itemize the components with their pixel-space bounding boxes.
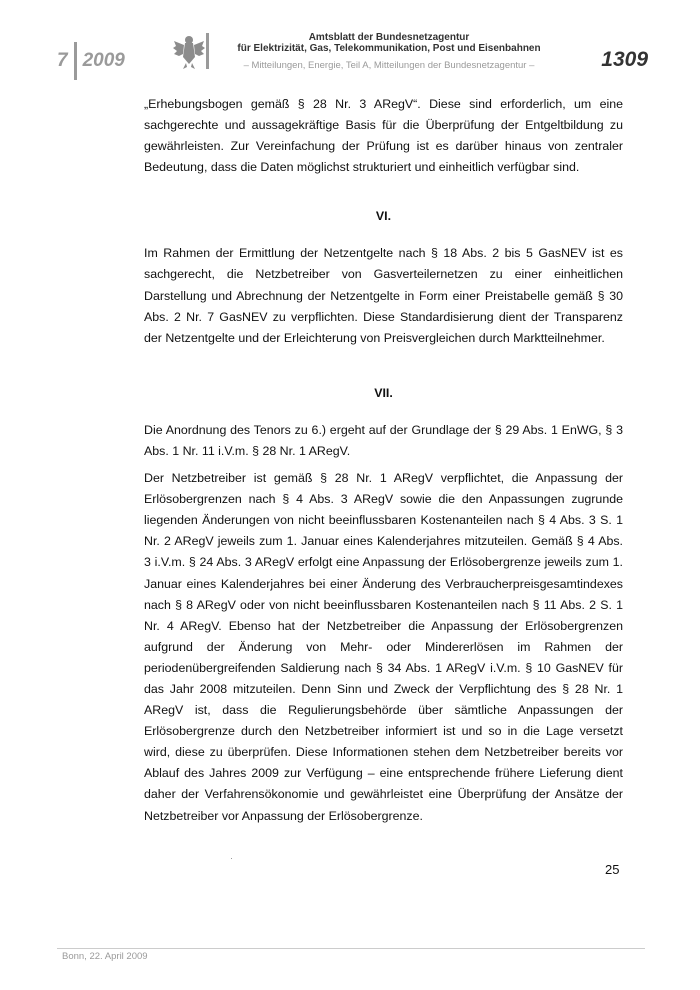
issue-label (57, 42, 125, 80)
issue-year: 2009 (82, 50, 125, 71)
paragraph-vii-1: Die Anordnung des Tenors zu 6.) ergeht auf der Grundlage der § 29 Abs. 1 EnWG, § 3 Abs. 1 Nr. 11 i.V.m. § 28 Nr. 1 ARegV. (144, 422, 623, 458)
title-line-2: für Elektrizität, Gas, Telekommunikation, Post und Eisenbahnen (237, 43, 541, 54)
paragraph-intro: „Erhebungsbogen gemäß § 28 Nr. 3 ARegV“. Diese sind erforderlich, um eine sachgerechte und aussagekräftige Basis für die Überprüfung der Entgeltbildung zu gewährleisten. Zur Vereinfachung der Prüfung ist es darüber hinaus von zentraler Bedeutung, dass die Daten möglichst strukturiert und einheitlich verfügbar sind. (144, 97, 623, 175)
document-page-number: 25 (605, 862, 620, 877)
footer-date: Bonn, 22. April 2009 (62, 951, 148, 962)
footer-divider (57, 948, 645, 949)
publication-title (214, 32, 564, 71)
scan-speck (231, 858, 232, 859)
publication-subtitle: – Mitteilungen, Energie, Teil A, Mitteilungen der Bundesnetzagentur – (243, 60, 535, 71)
paragraph-vii-2: Der Netzbetreiber ist gemäß § 28 Nr. 1 ARegV verpflichtet, die Anpassung der Erlösobergrenzen nach § 4 Abs. 3 ARegV sowie die den Anpassungen zugrunde liegenden Änderungen von nicht beeinflussbaren Kostenanteilen nach § 4 Abs. 3 S. 1 Nr. 2 ARegV jeweils zum 1. Januar eines Kalenderjahres mitzuteilen. Gemäß § 4 Abs. 3 i.V.m. § 24 Abs. 3 ARegV erfolgt eine Anpassung der Erlösobergrenze jeweils zum 1. Januar eines Kalenderjahres bei einer Änderung des Verbraucherpreisgesamtindexes nach § 8 ARegV oder von nicht beeinflussbaren Kostenanteilen nach § 11 Abs. 2 S. 1 Nr. 4 ARegV. Ebenso hat der Netzbetreiber die Anpassung der Erlösobergrenzen aufgrund der Änderung von Mehr- oder Mindererlösen im Rahmen der periodenübergreifenden Saldierung nach § 34 Abs. 1 ARegV i.V.m. § 10 GasNEV für das Jahr 2008 mitzuteilen. Denn Sinn und Zweck der Verpflichtung des § 28 Nr. 1 ARegV ist, dass die Regulierungsbehörde über sämtliche Anpassungen der Erlösobergrenze durch den Netzbetreiber informiert ist und so in die Lage versetzt wird, diese zu überprüfen. Diese Informationen stehen dem Netzbetreiber bereits vor Ablauf des Jahres 2009 zur Verfügung – eine entsprechende frühere Lieferung dient daher der Verfahrensökonomie und gewährleistet eine Überprüfung der Ansätze der Netzbetreiber vor Anpassung der Erlösobergrenze. (144, 471, 623, 823)
document-body (144, 94, 623, 827)
emblem-divider (206, 33, 209, 69)
issue-divider (74, 42, 77, 80)
section-heading-vii: VII. (374, 385, 393, 400)
paragraph-vi: Im Rahmen der Ermittlung der Netzentgelte nach § 18 Abs. 2 bis 5 GasNEV ist es sachgerecht, die Netzbetreiber von Gasverteilernetzen zu einer einheitlichen Darstellung und Abrechnung der Netzentgelte in Form einer Preistabelle gemäß § 30 Abs. 2 Nr. 7 GasNEV zu verpflichten. Diese Standardisierung dient der Transparenz der Netzentgelte und der Erleichterung von Preisvergleichen durch Marktteilnehmer. (144, 246, 623, 345)
issue-number: 7 (57, 50, 68, 71)
title-line-1: Amtsblatt der Bundesnetzagentur (308, 32, 470, 43)
section-heading-vi: VI. (375, 209, 392, 224)
federal-eagle-icon (172, 33, 206, 71)
gazette-page-number: 1309 (601, 48, 648, 71)
